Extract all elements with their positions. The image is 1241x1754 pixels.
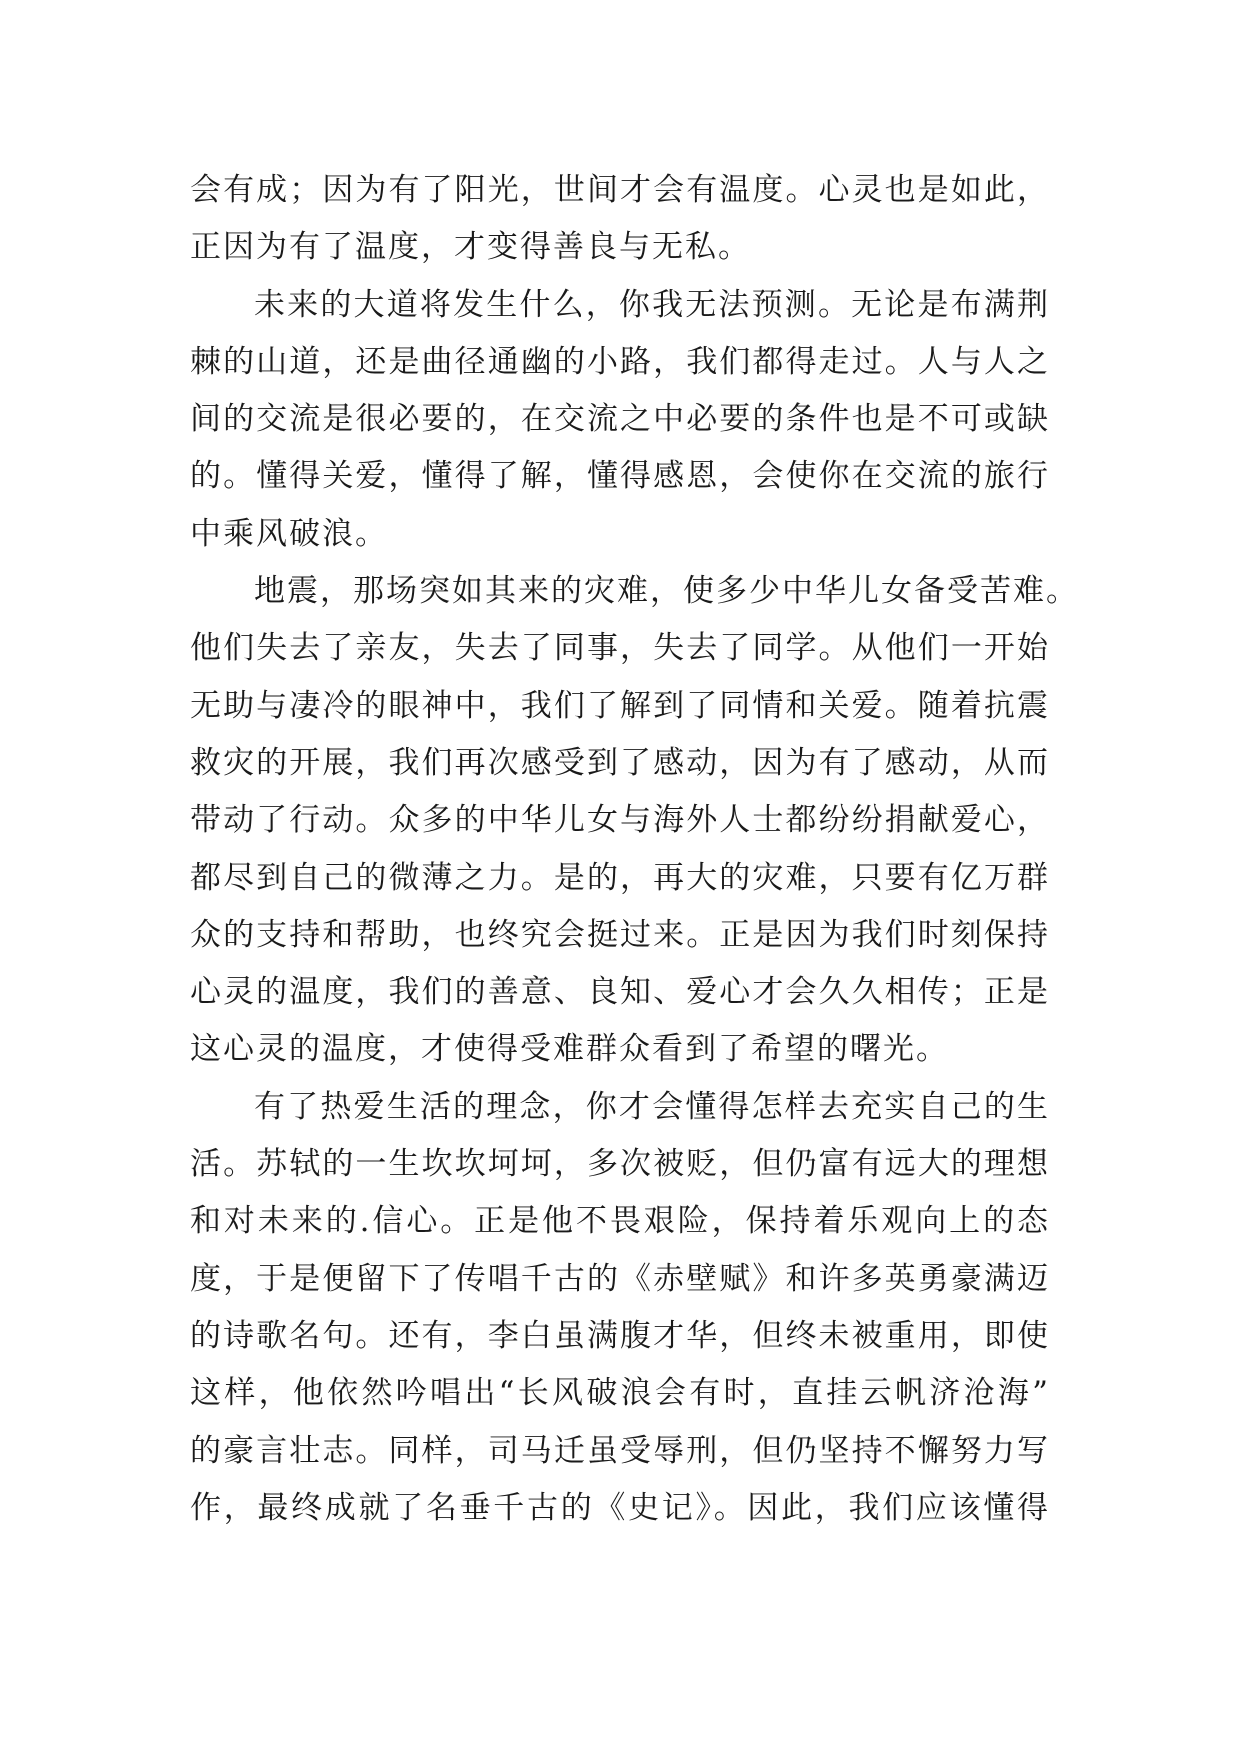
text-line: 活。苏轼的一生坎坎坷坷，多次被贬，但仍富有远大的理想 bbox=[190, 1146, 1050, 1183]
text-line: 这样，他依然吟唱出“长风破浪会有时，直挂云帆济沧海” bbox=[190, 1375, 1050, 1412]
text-line: 和对未来的.信心。正是他不畏艰险，保持着乐观向上的态 bbox=[190, 1203, 1050, 1240]
text-line: 棘的山道，还是曲径通幽的小路，我们都得走过。人与人之 bbox=[190, 343, 1050, 380]
text-line: 正因为有了温度，才变得善良与无私。 bbox=[190, 229, 751, 266]
text-line: 度，于是便留下了传唱千古的《赤壁赋》和许多英勇豪满迈 bbox=[190, 1260, 1050, 1297]
text-line: 的豪言壮志。同样，司马迁虽受辱刑，但仍坚持不懈努力写 bbox=[190, 1432, 1050, 1469]
text-line: 间的交流是很必要的，在交流之中必要的条件也是不可或缺 bbox=[190, 401, 1050, 438]
text-line: 救灾的开展，我们再次感受到了感动，因为有了感动，从而 bbox=[190, 744, 1050, 781]
text-line: 中乘风破浪。 bbox=[190, 515, 388, 552]
document-body bbox=[190, 162, 1079, 1537]
text-line: 有了热爱生活的理念，你才会懂得怎样去充实自己的生 bbox=[254, 1088, 1050, 1125]
text-line: 带动了行动。众多的中华儿女与海外人士都纷纷捐献爱心， bbox=[190, 802, 1050, 839]
text-line: 无助与凄冷的眼神中，我们了解到了同情和关爱。随着抗震 bbox=[190, 687, 1050, 724]
text-line: 未来的大道将发生什么，你我无法预测。无论是布满荆 bbox=[254, 286, 1050, 323]
text-line: 作，最终成就了名垂千古的《史记》。因此，我们应该懂得 bbox=[190, 1489, 1050, 1526]
text-line: 他们失去了亲友，失去了同事，失去了同学。从他们一开始 bbox=[190, 630, 1050, 667]
text-line: 都尽到自己的微薄之力。是的，再大的灾难，只要有亿万群 bbox=[190, 859, 1050, 896]
text-line: 地震，那场突如其来的灾难，使多少中华儿女备受苦难。 bbox=[254, 573, 1079, 610]
text-line: 会有成；因为有了阳光，世间才会有温度。心灵也是如此， bbox=[190, 172, 1050, 208]
text-line: 的。懂得关爱，懂得了解，懂得感恩，会使你在交流的旅行 bbox=[190, 458, 1050, 495]
text-line: 这心灵的温度，才使得受难群众看到了希望的曙光。 bbox=[190, 1031, 949, 1068]
text-line: 众的支持和帮助，也终究会挺过来。正是因为我们时刻保持 bbox=[190, 916, 1050, 953]
text-line: 心灵的温度，我们的善意、良知、爱心才会久久相传；正是 bbox=[190, 974, 1050, 1011]
text-line: 的诗歌名句。还有，李白虽满腹才华，但终未被重用，即使 bbox=[190, 1317, 1050, 1354]
